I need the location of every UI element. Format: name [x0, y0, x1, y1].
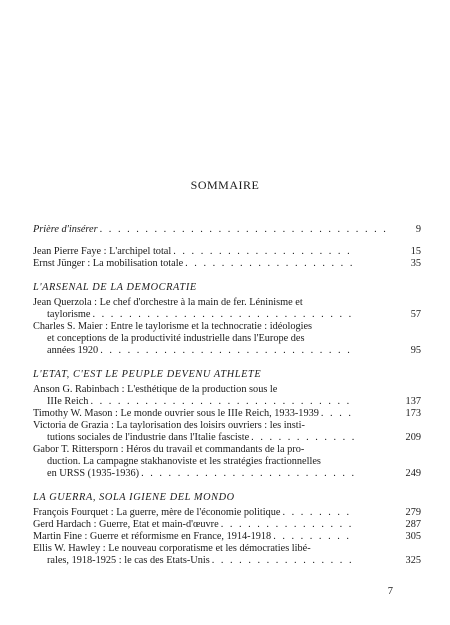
toc-line	[33, 408, 389, 420]
toc-line	[33, 246, 389, 258]
page-title: SOMMAIRE	[190, 178, 260, 192]
section-heading: L'ARSENAL DE LA DEMOCRATIE	[33, 282, 197, 293]
entry-text: IIIe Reich	[47, 396, 89, 407]
toc-line	[33, 531, 389, 543]
leader-dots	[90, 309, 355, 321]
opening-entries	[33, 246, 421, 270]
page-number: 325	[405, 555, 421, 566]
folio-page-number: 7	[387, 586, 393, 597]
leader-dots	[280, 507, 355, 519]
toc-entry	[33, 543, 421, 567]
entry-text: Timothy W. Mason : Le monde ouvrier sous le IIIe Reich, 1933-1939	[33, 408, 319, 419]
toc-entry	[33, 321, 421, 357]
entry-text: François Fourquet : La guerre, mère de l'économie politique	[33, 507, 281, 518]
toc-line	[33, 309, 389, 321]
entry-text: Charles S. Maier : Entre le taylorisme et la technocratie : idéologies	[33, 321, 313, 332]
page-number: 249	[405, 468, 421, 479]
page-number: 173	[405, 408, 421, 419]
toc-line	[33, 507, 389, 519]
leader-dots	[210, 555, 355, 567]
page-number: 287	[405, 519, 421, 530]
toc-entry	[33, 519, 421, 531]
leader-dots	[98, 345, 355, 357]
toc-line	[33, 297, 389, 309]
leader-dots	[88, 396, 355, 408]
table-of-contents	[33, 224, 421, 567]
page-number: 57	[410, 309, 421, 320]
entry-text: Gabor T. Rittersporn : Héros du travail et commandants de la pro-	[33, 444, 305, 455]
entry-text: tutions sociales de l'industrie dans l'Italie fasciste	[47, 432, 250, 443]
toc-line	[33, 519, 389, 531]
entry-text: Anson G. Rabinbach : L'esthétique de la production sous le	[33, 384, 278, 395]
toc-entry	[33, 384, 421, 408]
toc-line	[33, 333, 389, 345]
entry-text: taylorisme	[47, 309, 91, 320]
toc-entry	[33, 420, 421, 444]
toc-line	[33, 345, 389, 357]
toc-line	[33, 258, 389, 270]
entry-text: rales, 1918-1925 : le cas des Etats-Unis	[47, 555, 210, 566]
separator: :	[101, 246, 110, 257]
page-number: 35	[410, 258, 421, 269]
toc-line	[33, 555, 389, 567]
toc-entry	[33, 531, 421, 543]
toc-line	[33, 444, 389, 456]
toc-line	[33, 384, 389, 396]
toc-line	[33, 420, 389, 432]
entry-text: duction. La campagne stakhanoviste et les stratégies fractionnelles	[47, 456, 321, 467]
toc-entry-preface	[33, 224, 421, 236]
toc-entry	[33, 297, 421, 321]
toc-entry	[33, 408, 421, 420]
leader-dots	[271, 531, 355, 543]
leader-dots	[319, 408, 355, 420]
toc-line	[33, 321, 389, 333]
page-number: 305	[405, 531, 421, 542]
toc-line	[33, 456, 389, 468]
entry-author: Ernst Jünger	[33, 258, 85, 269]
leader-dots	[98, 224, 389, 236]
toc-entry	[33, 507, 421, 519]
toc-line	[33, 468, 389, 480]
leader-dots	[139, 468, 355, 480]
entry-text: en URSS (1935-1936)	[47, 468, 140, 479]
entry-title: La mobilisation totale	[92, 258, 184, 269]
toc-line	[33, 432, 389, 444]
toc-line	[33, 396, 389, 408]
page-number: 137	[405, 396, 421, 407]
leader-dots	[249, 432, 355, 444]
section-heading: LA GUERRA, SOLA IGIENE DEL MONDO	[33, 492, 235, 503]
section-heading: L'ETAT, C'EST LE PEUPLE DEVENU ATHLETE	[33, 369, 262, 380]
entry-text: Martin Fine : Guerre et réformisme en France, 1914-1918	[33, 531, 272, 542]
page-number: 15	[410, 246, 421, 257]
toc-line	[33, 224, 389, 236]
preface-title: Prière d'insérer	[33, 224, 98, 235]
leader-dots	[171, 246, 355, 258]
sections	[33, 282, 421, 567]
separator: :	[84, 258, 93, 269]
entry-author: Jean Pierre Faye	[33, 246, 102, 257]
entry-text: années 1920	[47, 345, 99, 356]
page-number: 209	[405, 432, 421, 443]
entry-text: et conceptions de la productivité industrielle dans l'Europe des	[47, 333, 305, 344]
toc-entry	[33, 246, 421, 258]
page-number: 279	[405, 507, 421, 518]
entry-text: Jean Querzola : Le chef d'orchestre à la main de fer. Léninisme et	[33, 297, 303, 308]
entry-text: Victoria de Grazia : La taylorisation des loisirs ouvriers : les insti-	[33, 420, 305, 431]
page-number: 9	[415, 224, 421, 235]
entry-text: Gerd Hardach : Guerre, Etat et main-d'œuvre	[33, 519, 219, 530]
toc-line	[33, 543, 389, 555]
toc-entry	[33, 258, 421, 270]
entry-text: Ellis W. Hawley : Le nouveau corporatisme et les démocraties libé-	[33, 543, 311, 554]
leader-dots	[183, 258, 355, 270]
leader-dots	[219, 519, 355, 531]
page-number: 95	[410, 345, 421, 356]
entry-title: L'archipel total	[109, 246, 172, 257]
toc-entry	[33, 444, 421, 480]
